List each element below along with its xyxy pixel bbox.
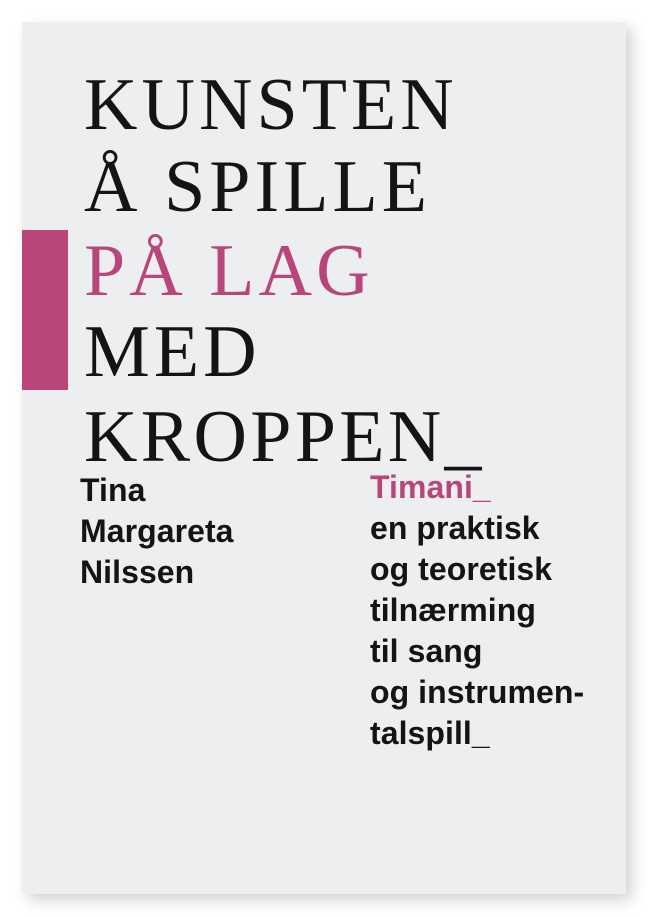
subtitle-line: tilnærming	[370, 591, 536, 628]
subtitle-line: talspill_	[370, 714, 490, 751]
book-cover	[22, 22, 626, 894]
title-line-2: Å SPILLE	[84, 146, 432, 228]
title-line-1: KUNSTEN	[84, 64, 458, 146]
title-line-5: KROPPEN_	[84, 396, 485, 478]
subtitle-line: en praktisk	[370, 509, 540, 546]
author-line: Tina	[80, 472, 146, 508]
title-line-4: MED	[84, 311, 261, 393]
author-line: Nilssen	[80, 553, 195, 590]
author-line: Margareta	[80, 512, 234, 549]
subtitle-line: og teoretisk	[370, 550, 553, 587]
subtitle-line: til sang	[370, 632, 483, 669]
subtitle-block	[370, 467, 620, 754]
imprint-name: Timani_	[370, 469, 491, 505]
subtitle-line: og instrumen-	[370, 673, 585, 710]
author-block	[80, 470, 330, 593]
accent-bar	[22, 230, 68, 390]
title-line-3: PÅ LAG	[84, 230, 374, 312]
